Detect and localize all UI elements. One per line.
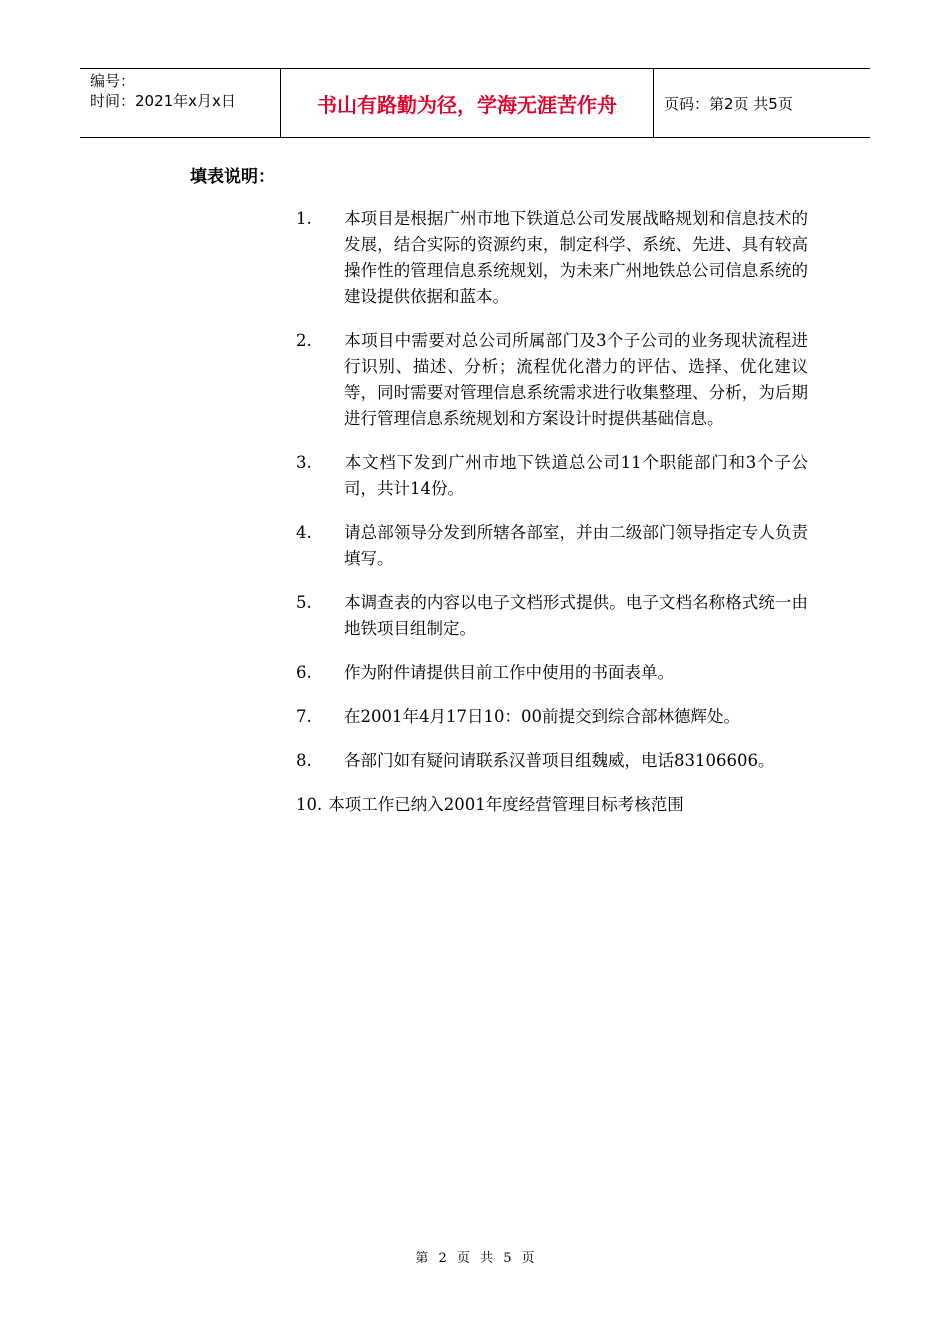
item-number: 3.	[296, 453, 312, 472]
item-text: 本文档下发到广州市地下铁道总公司11个职能部门和3个子公司，共计14份。	[344, 453, 808, 498]
header-page-number: 页码：第2页 共5页	[664, 94, 793, 113]
item-text: 本调查表的内容以电子文档形式提供。电子文档名称格式统一由地铁项目组制定。	[344, 593, 808, 638]
item-text: 本项工作已纳入2001年度经营管理目标考核范围	[328, 795, 684, 814]
page-footer: 第 2 页 共 5 页	[415, 1251, 535, 1266]
list-item	[296, 206, 808, 310]
page-header	[80, 68, 870, 138]
item-number: 7.	[296, 707, 312, 726]
list-item	[296, 590, 808, 642]
list-item	[296, 748, 808, 774]
item-number: 10.	[296, 795, 323, 814]
item-number: 6.	[296, 663, 312, 682]
item-text: 请总部领导分发到所辖各部室，并由二级部门领导指定专人负责填写。	[344, 523, 808, 568]
item-text: 在2001年4月17日10：00前提交到综合部林德辉处。	[344, 707, 740, 726]
list-item	[296, 450, 808, 502]
section-title: 填表说明：	[190, 167, 275, 187]
item-text: 本项目是根据广州市地下铁道总公司发展战略规划和信息技术的发展，结合实际的资源约束，制定科学、系统、先进、具有较高操作性的管理信息系统规划，为未来广州地铁总公司信息系统的建设提供依据和蓝本。	[344, 209, 808, 306]
item-number: 1.	[296, 209, 312, 228]
item-number: 8.	[296, 751, 312, 770]
list-item	[296, 328, 808, 432]
item-text: 作为附件请提供目前工作中使用的书面表单。	[344, 663, 674, 682]
header-motto: 书山有路勤为径，学海无涯苦作舟	[281, 69, 654, 137]
item-number: 5.	[296, 593, 312, 612]
item-text: 各部门如有疑问请联系汉普项目组魏威，电话83106606。	[344, 751, 775, 770]
document-date: 时间：2021年x月x日	[90, 92, 236, 110]
header-meta	[80, 69, 281, 137]
list-item	[296, 792, 808, 818]
item-number: 4.	[296, 523, 312, 542]
list-item	[296, 660, 808, 686]
instruction-list	[296, 206, 808, 836]
list-item	[296, 520, 808, 572]
list-item	[296, 704, 808, 730]
item-text: 本项目中需要对总公司所属部门及3个子公司的业务现状流程进行识别、描述、分析；流程优化潜力的评估、选择、优化建议等，同时需要对管理信息系统需求进行收集整理、分析，为后期进行管理信息系统规划和方案设计时提供基础信息。	[344, 331, 808, 428]
item-number: 2.	[296, 331, 312, 350]
document-number-label: 编号：	[90, 72, 136, 90]
